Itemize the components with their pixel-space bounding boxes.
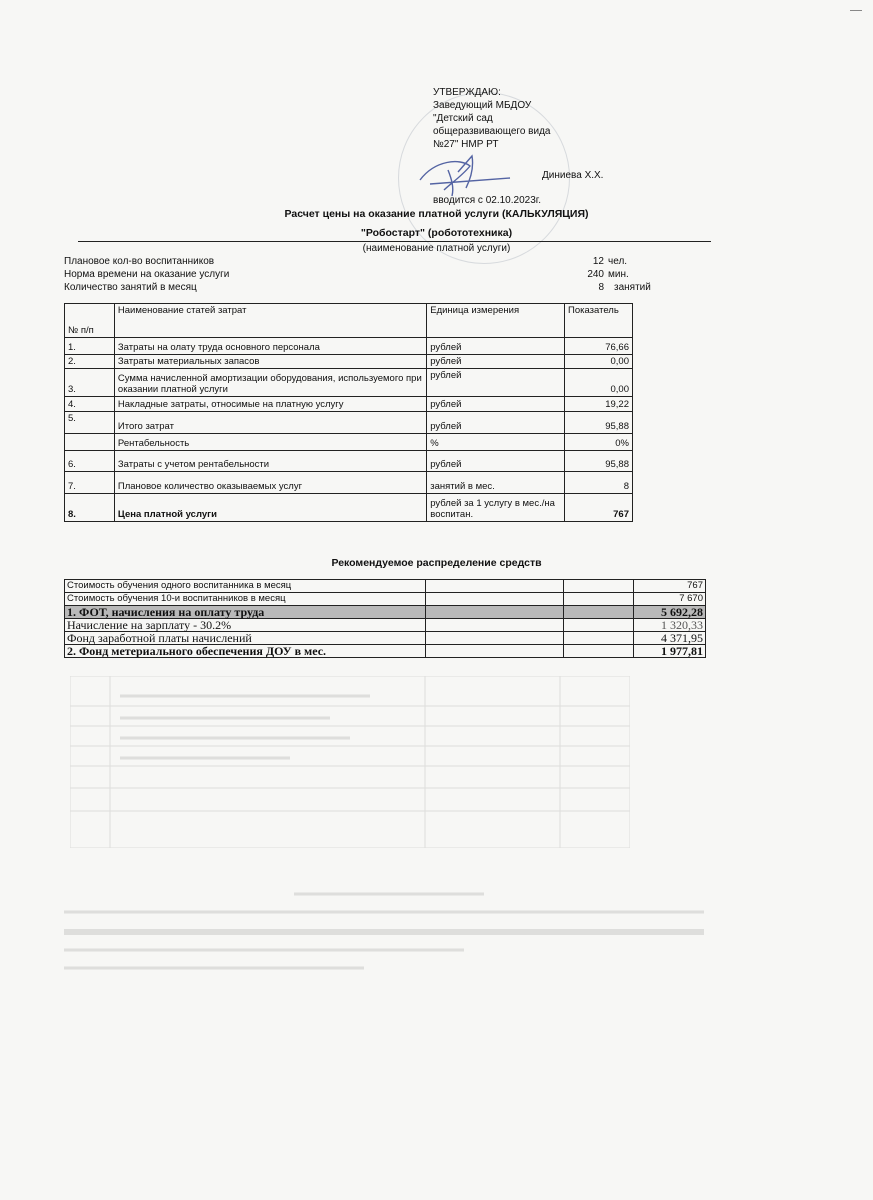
row-name: Итого затрат [114, 412, 426, 434]
row-value: 95,88 [565, 451, 633, 472]
col-unit-header: Единица измерения [427, 304, 565, 338]
row-unit: рублей за 1 услугу в мес./на воспитан. [427, 494, 565, 522]
dist-value: 1 977,81 [634, 645, 706, 658]
row-value: 0% [565, 434, 633, 451]
param-row [64, 282, 651, 295]
dist-label: 1. ФОТ, начисления на оплату труда [65, 606, 426, 619]
table-row [65, 434, 633, 451]
table-row [65, 369, 633, 397]
service-underline [78, 241, 711, 242]
calculation-table [64, 303, 633, 522]
table-row [65, 593, 706, 606]
service-name: "Робостарт" (робототехника) [360, 227, 513, 239]
table-row [65, 355, 633, 369]
dist-label: Стоимость обучения 10-и воспитанников в месяц [65, 593, 426, 606]
col-num-header: № п/п [65, 304, 115, 338]
distribution-table [64, 579, 706, 658]
approval-block [433, 86, 550, 151]
table-row [65, 412, 633, 434]
plan-parameters [64, 256, 651, 295]
row-name: Цена платной услуги [114, 494, 426, 522]
page-edge-mark [850, 10, 862, 11]
dist-value: 5 692,28 [634, 606, 706, 619]
row-num: 8. [65, 494, 115, 522]
empty-cell [564, 619, 634, 632]
dist-value: 7 670 [634, 593, 706, 606]
approval-line: общеразвивающего вида [433, 126, 551, 137]
row-value: 767 [565, 494, 633, 522]
row-value: 0,00 [565, 369, 633, 397]
approval-line: УТВЕРЖДАЮ: [433, 87, 501, 98]
row-unit: рублей [427, 369, 565, 397]
bleed-through-text [64, 890, 704, 980]
row-num: 1. [65, 338, 115, 355]
table-row [65, 619, 706, 632]
col-name-header: Наименование статей затрат [114, 304, 426, 338]
document-title: Расчет цены на оказание платной услуги (КАЛЬКУЛЯЦИЯ) [284, 208, 589, 220]
col-value-header: Показатель [565, 304, 633, 338]
table-row [65, 632, 706, 645]
row-unit: рублей [427, 412, 565, 434]
bleed-through-table [70, 676, 630, 848]
empty-cell [564, 580, 634, 593]
empty-cell [426, 593, 564, 606]
row-num: 6. [65, 451, 115, 472]
empty-cell [564, 593, 634, 606]
dist-value: 4 371,95 [634, 632, 706, 645]
param-row [64, 269, 629, 282]
table-row [65, 606, 706, 619]
param-label: Количество занятий в месяц [64, 282, 197, 293]
row-num: 5. [65, 412, 115, 434]
table-row [65, 645, 706, 658]
row-name: Сумма начисленной амортизации оборудования, используемого при оказании платной услуги [114, 369, 426, 397]
recommended-title: Рекомендуемое распределение средств [331, 557, 542, 569]
param-value: 240 [587, 269, 604, 280]
row-name: Затраты на олату труда основного персонала [114, 338, 426, 355]
row-unit: % [427, 434, 565, 451]
empty-cell [564, 606, 634, 619]
row-unit: рублей [427, 451, 565, 472]
service-caption: (наименование платной услуги) [362, 243, 511, 254]
dist-value: 1 320,33 [634, 619, 706, 632]
param-label: Плановое кол-во воспитанников [64, 256, 215, 267]
row-name: Накладные затраты, относимые на платную услугу [114, 397, 426, 412]
empty-cell [564, 645, 634, 658]
calc-header-row [65, 304, 633, 338]
row-unit: рублей [427, 355, 565, 369]
param-unit: чел. [608, 256, 628, 267]
approval-line: Заведующий МБДОУ [433, 100, 532, 111]
param-unit: занятий [614, 282, 651, 293]
row-name: Затраты материальных запасов [114, 355, 426, 369]
row-value: 0,00 [565, 355, 633, 369]
empty-cell [426, 606, 564, 619]
row-num: 3. [65, 369, 115, 397]
row-value: 76,66 [565, 338, 633, 355]
row-num [65, 434, 115, 451]
empty-cell [426, 580, 564, 593]
param-unit: мин. [608, 269, 629, 280]
row-num: 4. [65, 397, 115, 412]
empty-cell [426, 645, 564, 658]
row-name: Плановое количество оказываемых услуг [114, 472, 426, 494]
empty-cell [426, 632, 564, 645]
row-name: Затраты с учетом рентабельности [114, 451, 426, 472]
param-value: 8 [598, 282, 604, 293]
empty-cell [564, 632, 634, 645]
row-value: 19,22 [565, 397, 633, 412]
effective-date: вводится с 02.10.2023г. [433, 195, 541, 206]
approval-line: "Детский сад [433, 113, 493, 124]
row-unit: рублей [427, 397, 565, 412]
row-name: Рентабельность [114, 434, 426, 451]
row-value: 8 [565, 472, 633, 494]
row-value: 95,88 [565, 412, 633, 434]
dist-label: Начисление на зарплату - 30.2% [65, 619, 426, 632]
dist-label: 2. Фонд метериального обеспечения ДОУ в мес. [65, 645, 426, 658]
table-row [65, 338, 633, 355]
row-unit: занятий в мес. [427, 472, 565, 494]
param-value: 12 [592, 256, 604, 267]
table-row [65, 451, 633, 472]
param-label: Норма времени на оказание услуги [64, 269, 230, 280]
table-row [65, 472, 633, 494]
signature [400, 150, 530, 198]
table-row [65, 397, 633, 412]
approval-line: №27" НМР РТ [433, 139, 499, 150]
empty-cell [426, 619, 564, 632]
row-num: 7. [65, 472, 115, 494]
row-unit: рублей [427, 338, 565, 355]
row-num: 2. [65, 355, 115, 369]
dist-label: Стоимость обучения одного воспитанника в месяц [65, 580, 426, 593]
dist-label: Фонд заработной платы начислений [65, 632, 426, 645]
signer-name: Диниева Х.Х. [542, 170, 604, 181]
dist-value: 767 [634, 580, 706, 593]
param-row [64, 256, 628, 269]
table-row [65, 580, 706, 593]
table-row [65, 494, 633, 522]
